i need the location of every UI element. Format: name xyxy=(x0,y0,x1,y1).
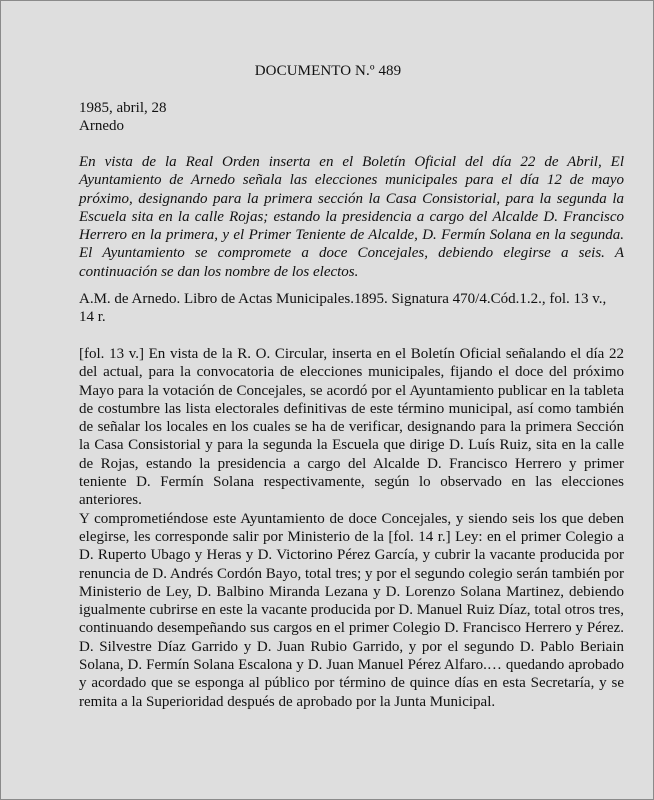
document-date: 1985, abril, 28 xyxy=(79,100,167,116)
transcription-body xyxy=(79,345,624,711)
dateline xyxy=(79,99,624,136)
document-title: DOCUMENTO N.º 489 xyxy=(254,63,402,79)
transcription-paragraph: [fol. 13 v.] En vista de la R. O. Circular, inserta en el Boletín Oficial señalando el día 22 del actual, para la convocatoria de elecciones municipales, fijando el doce del próximo Mayo para la votación de Concejales, se acordó por el Ayuntamiento publicar en la tableta de costumbre las lista electorales definitivas de este término municipal, así como también de señalar los locales en los cuales se ha de verificar, designando para la primera Sección la Casa Consistorial y para la segunda la Escuela que dirige D. Luís Ruiz, sita en la calle de Rojas, estando la presidencia a cargo del Alcalde D. Francisco Herrero y primer teniente D. Fermín Solana respectivamente, según lo observado en las elecciones anteriores. xyxy=(79,346,624,509)
document-summary: En vista de la Real Orden inserta en el Boletín Oficial del día 22 de Abril, El Ayuntamiento de Arnedo señala las elecciones municipales para el día 12 de mayo próximo, designando para la primera sección la Casa Consistorial, para la segunda la Escuela sita en la calle Rojas; estando la presidencia a cargo del Alcalde D. Francisco Herrero en la primera, y el Primer Teniente de Alcalde, D. Fermín Solana en la segunda. El Ayuntamiento se compromete a doce Concejales, debiendo elegirse a seis. A continuación se dan los nombre de los electos. xyxy=(79,154,624,280)
transcription-paragraph: Y comprometiéndose este Ayuntamiento de doce Concejales, y siendo seis los que deben elegirse, les corresponde salir por Ministerio de la [fol. 14 r.] Ley: en el primer Colegio a D. Ruperto Ubago y Heras y D. Victorino Pérez García, y cubrir la vacante producida por renuncia de D. Andrés Cordón Bayo, total tres; y por el segundo colegio serán también por Ministerio de Ley, D. Balbino Miranda Lezana y D. Lorenzo Solana Martinez, debiendo igualmente cubrirse en este la vacante producida por D. Manuel Ruiz Díaz, total otros tres, continuando desempeñando sus cargos en el primer Colegio D. Francisco Herrero y Pérez. D. Silvestre Díaz Garrido y D. Juan Rubio Garrido, y por el segundo D. Pablo Beriain Solana, D. Fermín Solana Escalona y D. Juan Manuel Pérez Alfaro.… quedando aprobado y acordado que se esponga al público por término de quince días en esta Secretaría, y se remita a la Superioridad después de aprobado por la Junta Municipal. xyxy=(79,510,624,710)
document-place: Arnedo xyxy=(79,118,124,135)
archival-source: A.M. de Arnedo. Libro de Actas Municipales.1895. Signatura 470/4.Cód.1.2., fol. 13 v., 14 r. xyxy=(79,291,607,326)
